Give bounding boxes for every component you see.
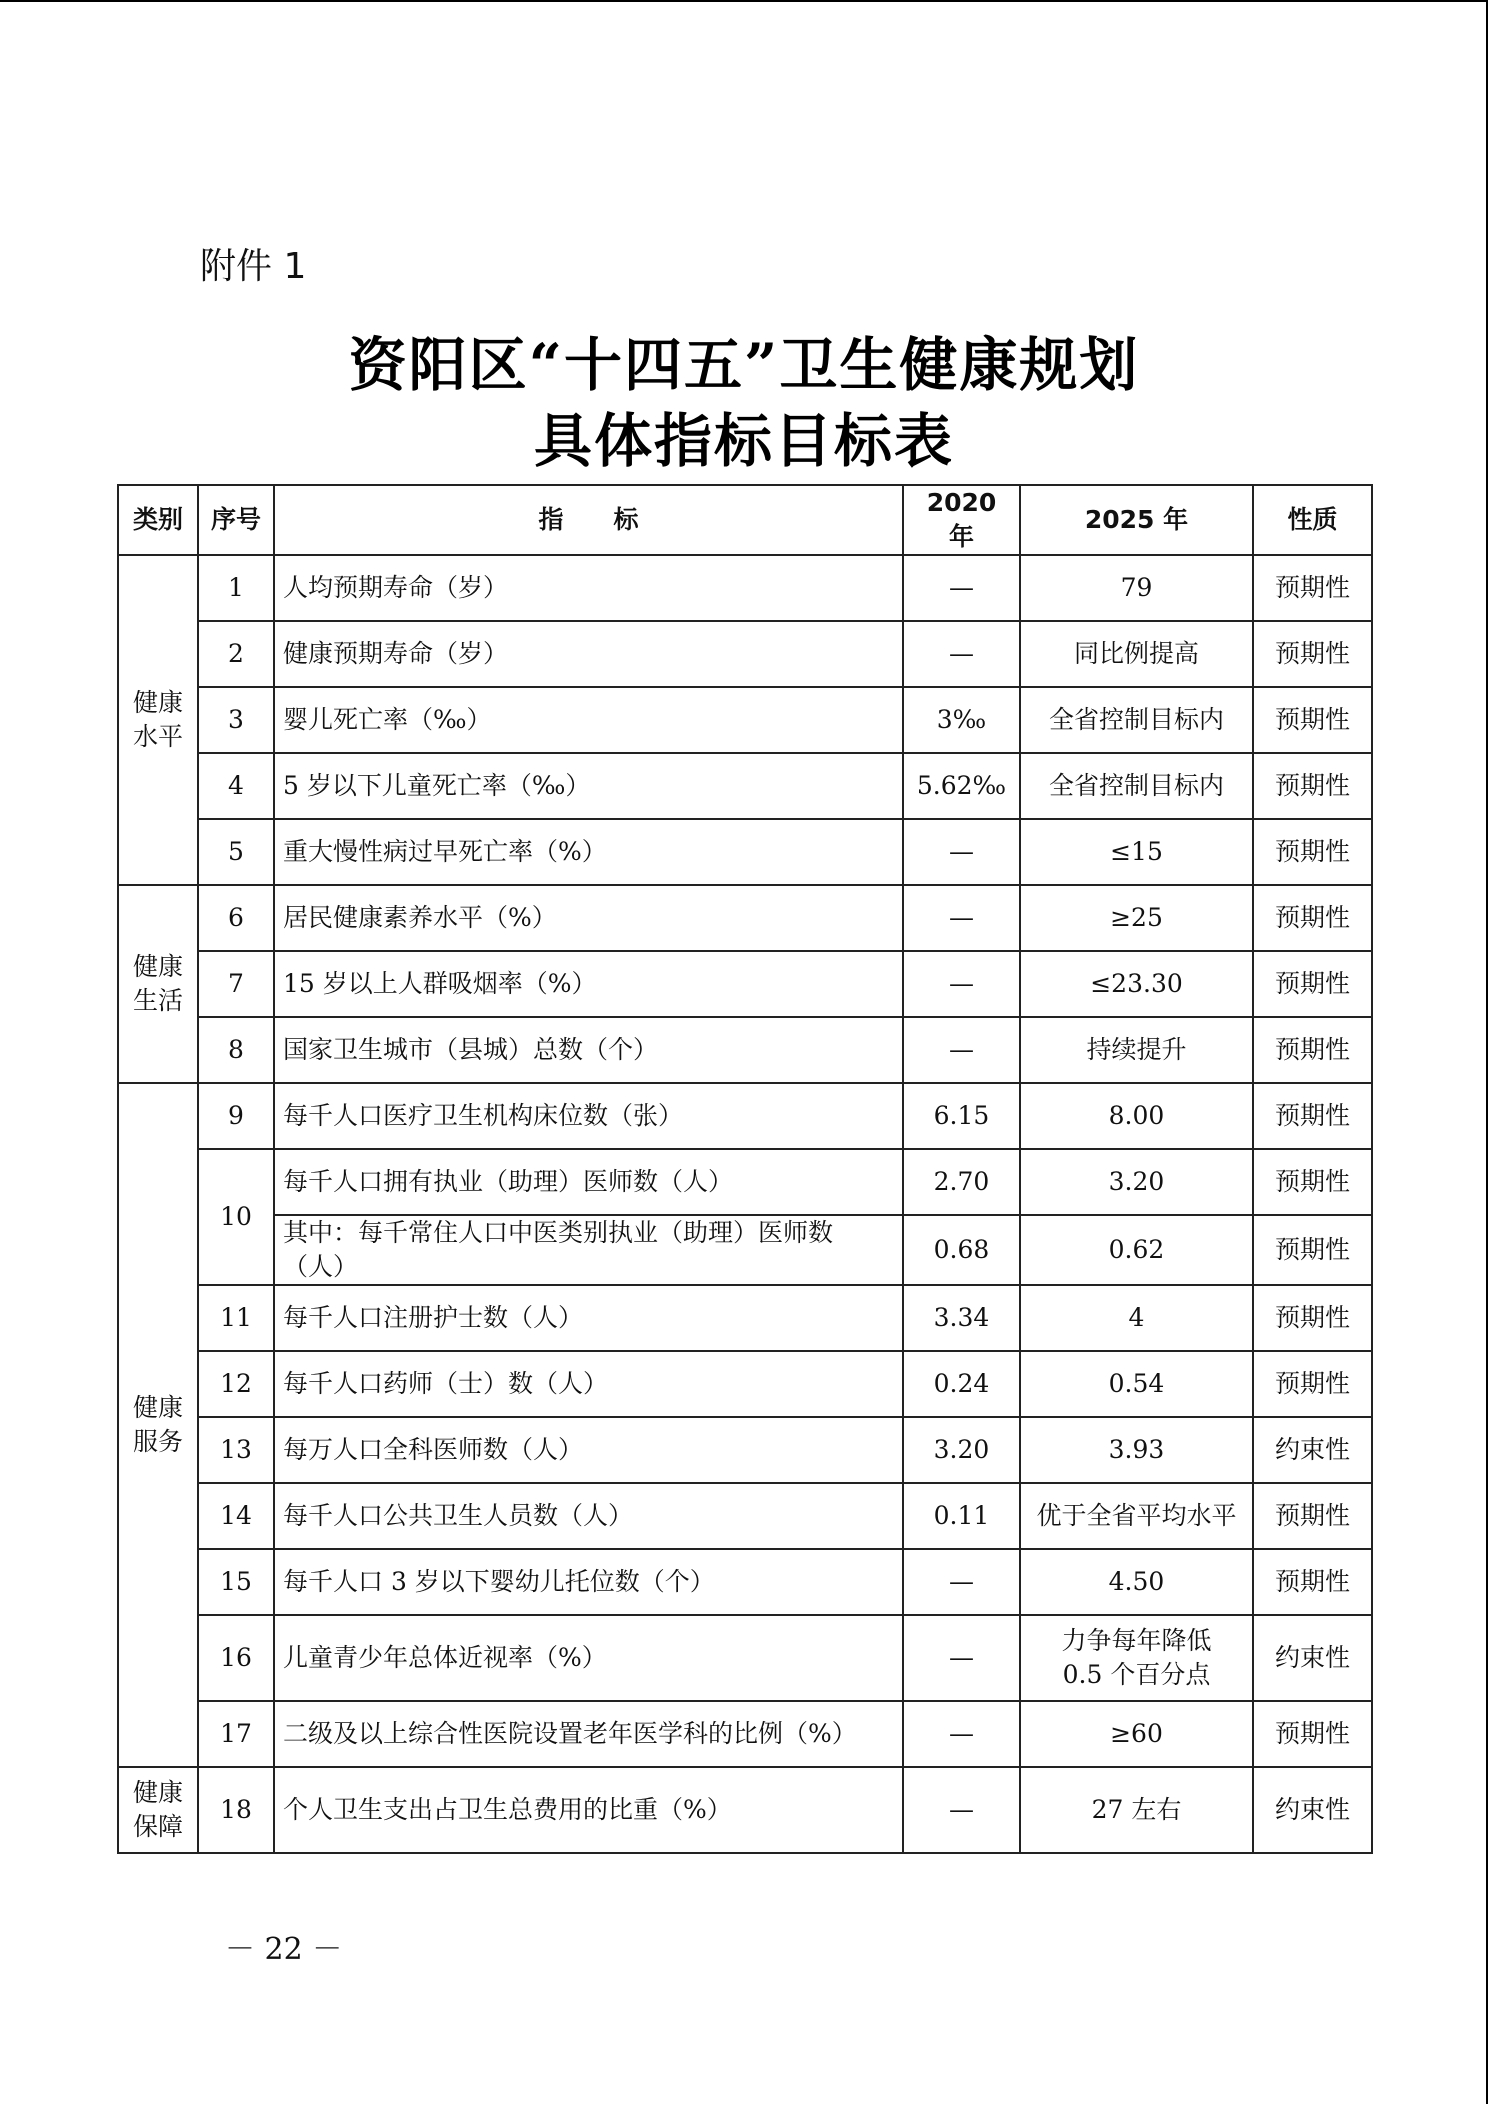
nature-cell: 预期性 bbox=[1253, 555, 1372, 621]
nature-cell: 预期性 bbox=[1253, 1017, 1372, 1083]
table-row bbox=[118, 753, 1372, 819]
header-2025: 2025 年 bbox=[1020, 485, 1253, 555]
value-2025-cell: ≤23.30 bbox=[1020, 951, 1253, 1017]
nature-cell: 预期性 bbox=[1253, 1701, 1372, 1767]
value-2025-cell: 0.62 bbox=[1020, 1215, 1253, 1285]
seq-cell: 11 bbox=[198, 1285, 274, 1351]
indicator-cell: 每千人口医疗卫生机构床位数（张） bbox=[274, 1083, 903, 1149]
indicator-cell: 每千人口药师（士）数（人） bbox=[274, 1351, 903, 1417]
table-row bbox=[118, 1017, 1372, 1083]
value-2020-cell: — bbox=[903, 1549, 1020, 1615]
value-2020-cell: 5.62‰ bbox=[903, 753, 1020, 819]
value-2020-cell: 6.15 bbox=[903, 1083, 1020, 1149]
indicator-cell: 其中：每千常住人口中医类别执业（助理）医师数（人） bbox=[274, 1215, 903, 1285]
value-2025-cell: 3.93 bbox=[1020, 1417, 1253, 1483]
seq-cell: 12 bbox=[198, 1351, 274, 1417]
value-2020-cell: — bbox=[903, 885, 1020, 951]
seq-cell: 2 bbox=[198, 621, 274, 687]
page-number: － 22 － bbox=[225, 1932, 343, 1967]
header-nature: 性质 bbox=[1253, 485, 1372, 555]
nature-cell: 预期性 bbox=[1253, 687, 1372, 753]
table-row bbox=[118, 1083, 1372, 1149]
value-2025-cell: 0.54 bbox=[1020, 1351, 1253, 1417]
seq-cell: 5 bbox=[198, 819, 274, 885]
nature-cell: 预期性 bbox=[1253, 819, 1372, 885]
indicator-cell: 婴儿死亡率（‰） bbox=[274, 687, 903, 753]
nature-cell: 预期性 bbox=[1253, 1351, 1372, 1417]
value-2020-cell: — bbox=[903, 1767, 1020, 1853]
value-2020-cell: 3.20 bbox=[903, 1417, 1020, 1483]
table-row bbox=[118, 1549, 1372, 1615]
value-2025-cell: ≤15 bbox=[1020, 819, 1253, 885]
nature-cell: 预期性 bbox=[1253, 1549, 1372, 1615]
category-health-level: 健康 水平 bbox=[118, 555, 198, 885]
table-row bbox=[118, 1215, 1372, 1285]
indicator-cell: 居民健康素养水平（%） bbox=[274, 885, 903, 951]
seq-cell: 3 bbox=[198, 687, 274, 753]
indicator-cell: 人均预期寿命（岁） bbox=[274, 555, 903, 621]
value-2025-cell: 79 bbox=[1020, 555, 1253, 621]
value-2025-cell: ≥60 bbox=[1020, 1701, 1253, 1767]
nature-cell: 约束性 bbox=[1253, 1417, 1372, 1483]
header-category: 类别 bbox=[118, 485, 198, 555]
seq-cell: 9 bbox=[198, 1083, 274, 1149]
table-row bbox=[118, 885, 1372, 951]
nature-cell: 预期性 bbox=[1253, 1149, 1372, 1215]
value-2020-cell: 3.34 bbox=[903, 1285, 1020, 1351]
nature-cell: 预期性 bbox=[1253, 1483, 1372, 1549]
value-2025-cell: 全省控制目标内 bbox=[1020, 687, 1253, 753]
nature-cell: 预期性 bbox=[1253, 1285, 1372, 1351]
value-2025-cell: 同比例提高 bbox=[1020, 621, 1253, 687]
seq-cell: 15 bbox=[198, 1549, 274, 1615]
table-row bbox=[118, 1701, 1372, 1767]
nature-cell: 预期性 bbox=[1253, 951, 1372, 1017]
nature-cell: 约束性 bbox=[1253, 1767, 1372, 1853]
table-row bbox=[118, 621, 1372, 687]
nature-cell: 预期性 bbox=[1253, 1215, 1372, 1285]
indicator-cell: 国家卫生城市（县城）总数（个） bbox=[274, 1017, 903, 1083]
indicator-cell: 每千人口公共卫生人员数（人） bbox=[274, 1483, 903, 1549]
indicator-cell: 每千人口拥有执业（助理）医师数（人） bbox=[274, 1149, 903, 1215]
value-2020-cell: — bbox=[903, 555, 1020, 621]
value-2020-cell: 2.70 bbox=[903, 1149, 1020, 1215]
indicator-cell: 二级及以上综合性医院设置老年医学科的比例（%） bbox=[274, 1701, 903, 1767]
value-2025-cell: 8.00 bbox=[1020, 1083, 1253, 1149]
value-2025-cell: 27 左右 bbox=[1020, 1767, 1253, 1853]
table-row bbox=[118, 687, 1372, 753]
table-row bbox=[118, 555, 1372, 621]
seq-cell: 6 bbox=[198, 885, 274, 951]
header-seq: 序号 bbox=[198, 485, 274, 555]
table-row bbox=[118, 951, 1372, 1017]
nature-cell: 预期性 bbox=[1253, 621, 1372, 687]
value-2020-cell: 0.24 bbox=[903, 1351, 1020, 1417]
seq-cell: 8 bbox=[198, 1017, 274, 1083]
table-row bbox=[118, 1417, 1372, 1483]
indicator-table bbox=[117, 484, 1373, 1854]
nature-cell: 约束性 bbox=[1253, 1615, 1372, 1701]
value-2025-cell: 全省控制目标内 bbox=[1020, 753, 1253, 819]
seq-cell: 4 bbox=[198, 753, 274, 819]
table-row bbox=[118, 1149, 1372, 1215]
seq-cell: 16 bbox=[198, 1615, 274, 1701]
indicator-cell: 15 岁以上人群吸烟率（%） bbox=[274, 951, 903, 1017]
value-2025-cell: 力争每年降低 0.5 个百分点 bbox=[1020, 1615, 1253, 1701]
value-2025-cell: ≥25 bbox=[1020, 885, 1253, 951]
table-row bbox=[118, 1767, 1372, 1853]
value-2020-cell: — bbox=[903, 819, 1020, 885]
value-2025-cell: 3.20 bbox=[1020, 1149, 1253, 1215]
table-row bbox=[118, 1285, 1372, 1351]
value-2025-cell: 优于全省平均水平 bbox=[1020, 1483, 1253, 1549]
table-header-row bbox=[118, 485, 1372, 555]
nature-cell: 预期性 bbox=[1253, 753, 1372, 819]
value-2025-cell: 持续提升 bbox=[1020, 1017, 1253, 1083]
indicator-cell: 5 岁以下儿童死亡率（‰） bbox=[274, 753, 903, 819]
table-row bbox=[118, 1615, 1372, 1701]
seq-cell: 18 bbox=[198, 1767, 274, 1853]
value-2025-cell: 4 bbox=[1020, 1285, 1253, 1351]
indicator-cell: 儿童青少年总体近视率（%） bbox=[274, 1615, 903, 1701]
header-2020: 2020 年 bbox=[903, 485, 1020, 555]
document-title-line1: 资阳区“十四五”卫生健康规划 bbox=[348, 331, 1140, 399]
table-row bbox=[118, 1351, 1372, 1417]
value-2020-cell: — bbox=[903, 1701, 1020, 1767]
indicator-cell: 每万人口全科医师数（人） bbox=[274, 1417, 903, 1483]
value-2020-cell: — bbox=[903, 1017, 1020, 1083]
header-indicator: 指 标 bbox=[274, 485, 903, 555]
value-2020-cell: — bbox=[903, 621, 1020, 687]
value-2020-cell: 3‰ bbox=[903, 687, 1020, 753]
seq-cell: 14 bbox=[198, 1483, 274, 1549]
value-2020-cell: — bbox=[903, 1615, 1020, 1701]
table-row bbox=[118, 1483, 1372, 1549]
attachment-label: 附件 1 bbox=[200, 246, 307, 287]
indicator-cell: 重大慢性病过早死亡率（%） bbox=[274, 819, 903, 885]
seq-cell: 1 bbox=[198, 555, 274, 621]
indicator-cell: 每千人口注册护士数（人） bbox=[274, 1285, 903, 1351]
indicator-cell: 健康预期寿命（岁） bbox=[274, 621, 903, 687]
seq-cell: 10 bbox=[198, 1149, 274, 1285]
category-health-service: 健康 服务 bbox=[118, 1083, 198, 1767]
category-health-life: 健康 生活 bbox=[118, 885, 198, 1083]
value-2020-cell: 0.68 bbox=[903, 1215, 1020, 1285]
value-2020-cell: 0.11 bbox=[903, 1483, 1020, 1549]
document-title-line2: 具体指标目标表 bbox=[533, 407, 954, 475]
nature-cell: 预期性 bbox=[1253, 1083, 1372, 1149]
seq-cell: 13 bbox=[198, 1417, 274, 1483]
indicator-cell: 个人卫生支出占卫生总费用的比重（%） bbox=[274, 1767, 903, 1853]
nature-cell: 预期性 bbox=[1253, 885, 1372, 951]
seq-cell: 7 bbox=[198, 951, 274, 1017]
indicator-cell: 每千人口 3 岁以下婴幼儿托位数（个） bbox=[274, 1549, 903, 1615]
seq-cell: 17 bbox=[198, 1701, 274, 1767]
category-health-security: 健康 保障 bbox=[118, 1767, 198, 1853]
value-2025-cell: 4.50 bbox=[1020, 1549, 1253, 1615]
table-row bbox=[118, 819, 1372, 885]
value-2020-cell: — bbox=[903, 951, 1020, 1017]
